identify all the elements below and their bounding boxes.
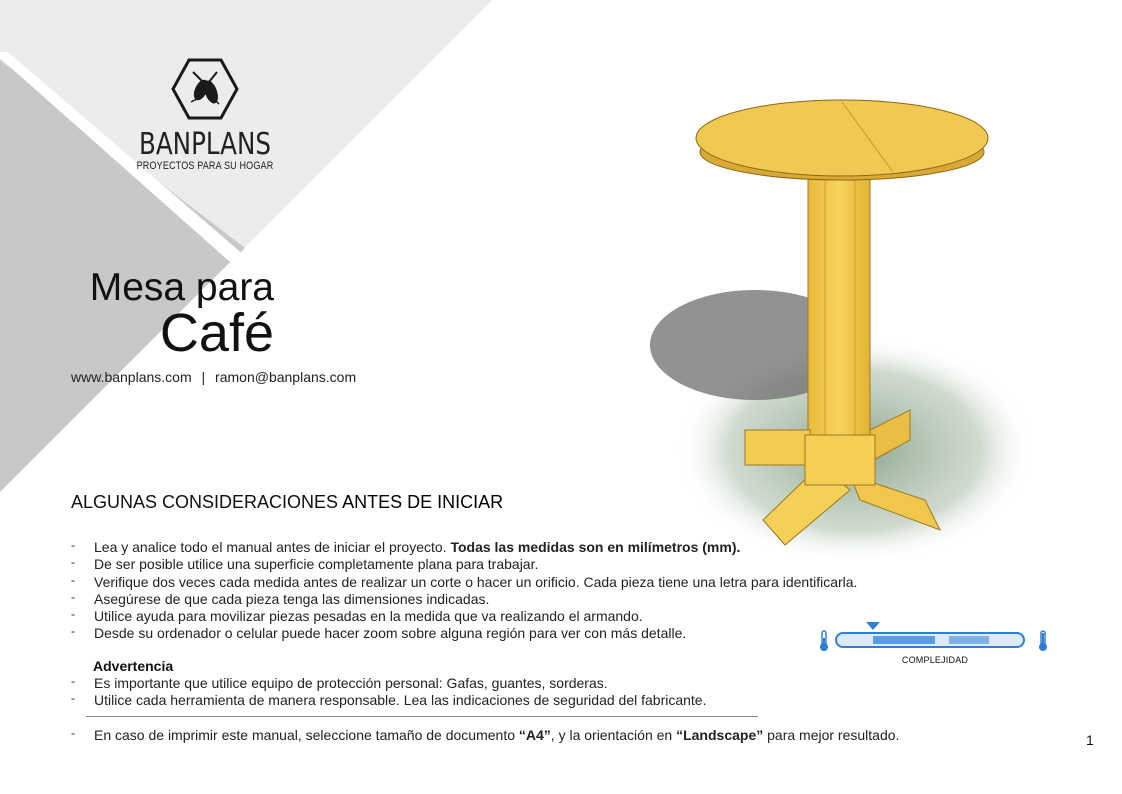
list-item-text: Lea y analice todo el manual antes de iniciar el proyecto. [94,539,451,555]
list-item-text: De ser posible utilice una superficie completamente plana para trabajar. [94,556,539,573]
contact-separator: | [201,369,206,385]
considerations-list [71,539,857,643]
title-line-2: Café [159,303,274,363]
print-note-list [71,727,899,744]
list-item-bold: Todas las medidas son en milímetros (mm). [450,539,741,555]
bullet-dash: - [71,607,75,622]
bullet-dash: - [71,726,75,740]
complexity-bar [835,632,1025,648]
title-line-1: Mesa para [89,266,274,309]
list-item [71,574,857,591]
list-item-text: Es importante que utilice equipo de protección personal: Gafas, guantes, sorderas. [94,675,608,691]
list-item-text: Utilice ayuda para movilizar piezas pesadas en la medida que va realizando el armando. [94,608,643,625]
list-item-text: Asegúrese de que cada pieza tenga las dimensiones indicadas. [94,590,490,607]
complexity-meter [815,620,1055,670]
bullet-dash: - [71,538,75,552]
section-title-bold: ANTES DE INICIAR [342,492,504,512]
bullet-dash: - [71,691,75,706]
bullet-dash: - [71,589,75,604]
brand-tagline: PROYECTOS PARA SU HOGAR [136,160,274,172]
thermometer-icon [1038,630,1048,652]
print-note-a4: “A4” [518,727,551,743]
brand-logo [120,58,290,172]
mosquito-hexagon-icon [171,58,239,120]
warning-list [71,675,706,710]
section-title [71,492,503,513]
divider [86,716,758,717]
list-item-text: Verifique dos veces cada medida antes de realizar un corte o hacer un orificio. Cada pieza tiene una letra para identificarla. [94,573,858,590]
list-item [71,692,706,709]
contact-line [71,369,356,385]
bullet-dash: - [71,555,75,570]
print-note-landscape: “Landscape” [676,727,764,743]
complexity-label: COMPLEJIDAD [901,655,969,665]
coffee-table-illustration [645,90,1030,560]
list-item [71,727,899,744]
section-title-normal: ALGUNAS CONSIDERACIONES [71,492,339,512]
list-item [71,625,857,642]
email-link[interactable]: ramon@banplans.com [215,369,357,385]
complexity-bar-segment [873,636,935,644]
complexity-marker [866,622,880,630]
list-item-text: Desde su ordenador o celular puede hacer zoom sobre alguna región para ver con más detalle. [94,625,687,642]
list-item [71,591,857,608]
bullet-dash: - [71,674,75,688]
page-number: 1 [1086,732,1094,748]
print-note-text-2: , y la orientación en [550,727,677,743]
bullet-dash: - [71,624,75,639]
thermometer-icon [819,630,829,652]
complexity-bar-segment [949,636,989,644]
warning-title: Advertencia [93,658,174,674]
website-link[interactable]: www.banplans.com [71,369,192,385]
list-item [71,539,857,556]
print-note-text-1: En caso de imprimir este manual, seleccione tamaño de documento [94,727,519,743]
list-item [71,608,857,625]
print-note-text-3: para mejor resultado. [763,727,900,743]
bullet-dash: - [71,572,75,587]
list-item-text: Utilice cada herramienta de manera responsable. Lea las indicaciones de seguridad del fabricante. [94,692,707,709]
list-item [71,675,706,692]
brand-name: BANPLANS [138,127,272,162]
list-item [71,556,857,573]
